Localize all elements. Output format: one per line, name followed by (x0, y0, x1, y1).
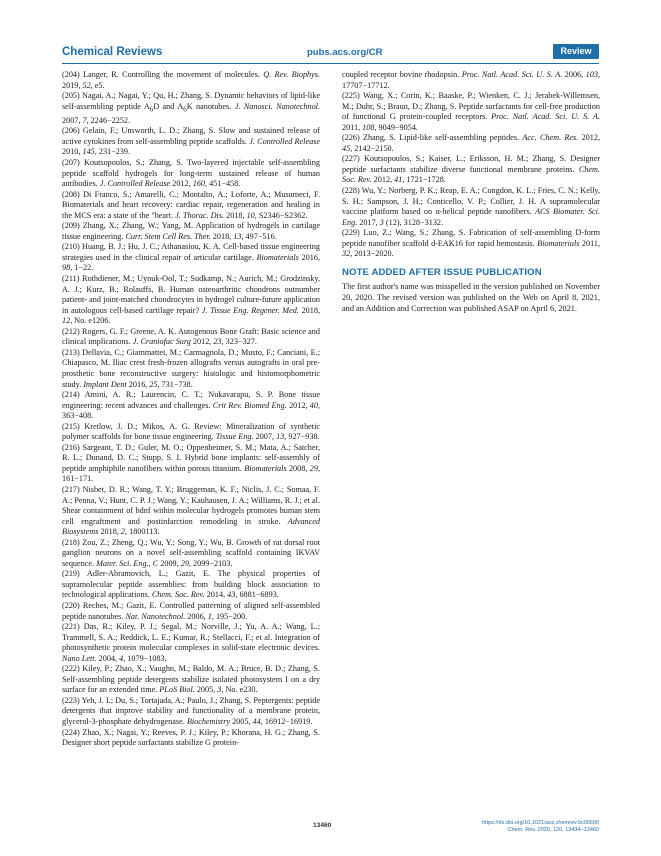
reference-item: (218) Zou, Z.; Zheng, Q.; Wu, Y.; Song, Y.; Wu, B. Growth of rat dorsal root ganglion neurons on a novel self-assembling scaffold containing IKVAV sequence. Mater. Sci. Eng., C 2009, 29, 2099−2103. (62, 537, 320, 568)
reference-item: (205) Nagai, A.; Nagai, Y.; Qu, H.; Zhang, S. Dynamic behaviors of lipid-like self-assembling peptide $A_6D$ and $A_6K$ nanotubes. J. Nanosci. Nanotechnol. 2007, 7, 2246−2252. (62, 91, 320, 125)
reference-item: (224) Zhao, X.; Nagai, Y.; Reeves, P. J.; Kiley, P.; Khorana, H. G.; Zhang, S. Designer short peptide surfactants stabilize G protein- (62, 727, 320, 748)
journal-title[interactable]: Chemical Reviews (62, 46, 163, 58)
page-number: 13460 (313, 822, 332, 829)
reference-item: (220) Reches, M.; Gazit, E. Controlled patterning of aligned self-assembled peptide nanotubes. Nat. Nanotechnol. 2006, 1, 195−200. (62, 600, 320, 621)
reference-item: (228) Wu, Y.; Norberg, P. K.; Reap, E. A.; Congdon, K. L.; Fries, C. N.; Kelly, S. H.; Sampson, J. H.; Conticello, V. P.; Collier, J. H. A supramolecular vaccine platform based on α-helical peptide nanofibers. ACS Biomater. Sci. Eng. 2017, 3 (12), 3128−3132. (342, 186, 600, 227)
reference-item: (213) Dellavia, C.; Giammattei, M.; Carmagnola, D.; Musto, F.; Canciani, E.; Chiapasco, M. Iliac crest fresh-frozen allografts versus autografts in oral pre-prosthetic bone reconstructive surgery: histologic and histomorphometric study. Implant Dent 2016, 25, 731−738. (62, 347, 320, 389)
reference-item: (217) Nisbet, D. R.; Wang, T. Y.; Bruggeman, K. F.; Niclis, J. C.; Somaa, F. A.; Penna, V.; Hunt, C. P. J.; Wang, Y.; Kauhausen, J. A.; Williams, R. J.; et al. Shear containment of bdnf within molecular hydrogels promotes human stem cell engraftment and postinfarction remodeling in stroke. Advanced Biosystems 2018, 2, 1800113. (62, 484, 320, 537)
journal-citation: Chem. Rev. 2020, 120, 13434−13460 (507, 827, 599, 833)
references-list-right (342, 70, 600, 260)
reference-item: (223) Yeh, J. I.; Du, S.; Tortajada, A.; Paulo, J.; Zhang, S. Peptergents: peptide detergents that improve stability and functionality of a membrane protein, glycerol-3-phosphate dehydrogenase. Biochemistry 2005, 44, 16912−16919. (62, 695, 320, 726)
reference-item: (214) Amini, A. R.; Laurencin, C. T.; Nukavarapu, S. P. Bone tissue engineering: recent advances and challenges. Crit Rev. Biomed Eng. 2012, 40, 363−408. (62, 390, 321, 421)
reference-item: (211) Rothdiener, M.; Uynuk-Ool, T.; Sudkamp, N.; Aurich, M.; Grodzinsky, A. J.; Kurz, B.; Rolauffs, B. Human osteoarthritic chondrons outnumber patient- and joint-matched chondrocytes in hydrogel culture-future application in autologous cell-based cartilage repair? J. Tissue Eng. Regener. Med. 2018, 12, No. e1206. (62, 274, 321, 326)
reference-item: (225) Wang, X.; Corin, K.; Baaske, P.; Wienken, C. J.; Jerabek-Willemsen, M.; Duhr, S.; Braun, D.; Zhang, S. Peptide surfactants for cell-free production of functional G protein-coupled receptors. Proc. Natl. Acad. Sci. U. S. A. 2011, 108, 9049−9054. (342, 91, 600, 132)
reference-item: (207) Koutsopoulos, S.; Zhang, S. Two-layered injectable self-assembling peptide scaffold hydrogels for long-term sustained release of human antibodies. J. Controlled Release 2012, 160, 451−458. (62, 158, 320, 189)
reference-item: (212) Rogers, G. F.; Greene, A. K. Autogenous Bone Graft: Basic science and clinical implications. J. Craniofac Surg 2012, 23, 323−327. (62, 326, 320, 347)
reference-item: (208) Di Franco, S.; Amarelli, C.; Montalto, A.; Loforte, A.; Musumeci, F. Biomaterials and heart recovery: cardiac repair, regeneration and healing in the MCS era: a state of the "heart. J. Thorac. Dis. 2018, 10, S2346−S2362. (62, 189, 320, 220)
reference-item: (227) Koutsopoulos, S.; Kaiser, L.; Eriksson, H. M.; Zhang, S. Designer peptide surfactants stabilize diverse functional membrane proteins. Chem. Soc. Rev. 2012, 41, 1721−1728. (342, 154, 600, 185)
reference-item: (215) Kretlow, J. D.; Mikos, A. G. Review: Mineralization of synthetic polymer scaffolds for bone tissue engineering. Tissue Eng. 2007, 13, 927−938. (62, 421, 320, 442)
reference-item: (216) Sargeant, T. D.; Guler, M. O.; Oppenheimer, S. M.; Mata, A.; Satcher, R. L.; Dunand, D. C.; Stupp, S. I. Hybrid bone implants: self-assembly of peptide amphiphile nanofibers within porous titanium. Biomaterials 2008, 29, 161−171. (62, 442, 320, 484)
reference-item: (229) Luo, Z.; Wang, S.; Zhang, S. Fabrication of self-assembling D-form peptide nanofiber scaffold d-EAK16 for rapid hemostasis. Biomaterials 2011, 32, 2013−2020. (342, 228, 601, 259)
reference-item: (226) Zhang, S. Lipid-like self-assembling peptides. Acc. Chem. Res. 2012, 45, 2142−2150. (342, 133, 600, 153)
reference-item: (221) Das, R.; Kiley, P. J.; Segal, M.; Norville, J.; Yu, A. A.; Wang, L.; Trammell, S. A.; Reddick, L. E.; Kumar, R.; Stellacci, F.; et al. Integration of photosynthetic protein molecular complexes in solid-state electronic devices. Nano Lett. 2004, 4, 1079−1083. (62, 622, 320, 663)
note-body: The first author's name was misspelled in the version published on November 20, 2020. The revised version was published on the Web on April 8, 2021, and an Addition and Correction was published ASAP on April 6, 2021. (342, 282, 600, 313)
doi-link[interactable]: https://dx.doi.org/10.1021/acs.chemrev.0c00690 (482, 820, 599, 826)
references-column-right (342, 70, 600, 315)
page-header (62, 44, 599, 64)
references-column-left (62, 70, 320, 749)
reference-item: (204) Langer, R. Controlling the movement of molecules. Q. Rev. Biophys. 2019, 52, e5. (62, 70, 321, 90)
note-heading: NOTE ADDED AFTER ISSUE PUBLICATION (342, 266, 542, 278)
reference-item: (222) Kiley, P.; Zhao, X.; Vaughn, M.; Baldo, M. A.; Bruce, B. D.; Zhang, S. Self-assembling peptide detergents stabilize isolated photosystem I on a dry surface for an extended time. PLoS Biol. 2005, 3, No. e230. (62, 664, 320, 695)
reference-item: (210) Huang, B. J.; Hu, J. C.; Athanasiou, K. A. Cell-based tissue engineering strategies used in the clinical repair of articular cartilage. Biomaterials 2016, 98, 1−22. (62, 242, 320, 273)
reference-item: coupled receptor bovine rhodopsin. Proc. Natl. Acad. Sci. U. S. A. 2006, 103, 17707−17712. (342, 70, 600, 90)
reference-item: (209) Zhang, X.; Zhang, W.; Yang, M. Application of hydrogels in cartilage tissue engineering. Curr. Stem Cell Res. Ther. 2018, 13, 497−516. (62, 221, 320, 241)
article-type-badge: Review (553, 44, 599, 59)
footer-citation (482, 820, 599, 834)
reference-item: (219) Adler-Abramovich, L.; Gazit, E. The physical properties of supramolecular peptide assemblies: from building block association to technological applications. Chem. Soc. Rev. 2014, 43, 6881−6893. (62, 569, 320, 600)
reference-item: (206) Gelain, F.; Unsworth, L. D.; Zhang, S. Slow and sustained release of active cytokines from self-assembling peptide scaffolds. J. Controlled Release 2010, 145, 231−239. (62, 126, 320, 157)
journal-site-link[interactable]: pubs.acs.org/CR (307, 47, 383, 58)
header-rule (62, 63, 599, 64)
